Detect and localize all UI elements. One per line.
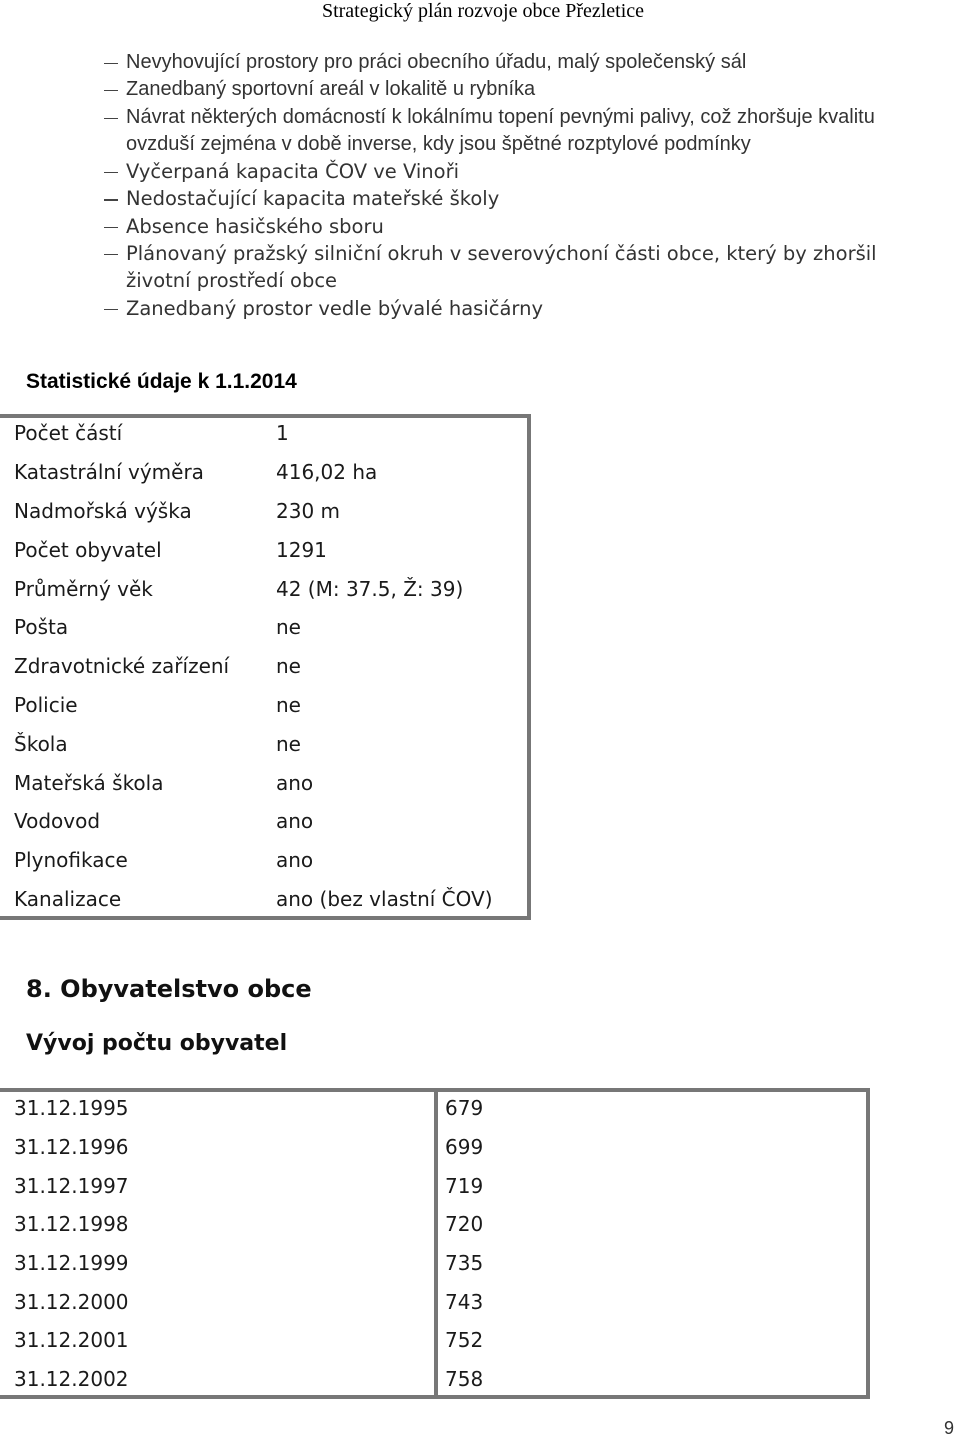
- stat-value: 230 m: [276, 498, 341, 523]
- stat-label: Vodovod: [14, 809, 101, 834]
- stat-value: 42 (M: 37.5, Ž: 39): [276, 576, 464, 601]
- table-row: [0, 453, 531, 492]
- table-row: [0, 1205, 871, 1244]
- population-table: [0, 1089, 871, 1399]
- table-row: [0, 1244, 871, 1283]
- list-item: Zanedbaný prostor vedle bývalé hasičárny: [0, 295, 960, 322]
- count-cell: 719: [445, 1173, 484, 1198]
- stat-value: 1291: [276, 537, 327, 562]
- table-row: [0, 802, 531, 841]
- count-cell: 758: [445, 1367, 484, 1392]
- date-cell: 31.12.2002: [14, 1367, 129, 1392]
- stat-value: ne: [276, 731, 301, 756]
- stat-label: Škola: [14, 731, 68, 756]
- list-item: Zanedbaný sportovní areál v lokalitě u rybníka: [0, 76, 960, 103]
- stat-value: ne: [276, 692, 301, 717]
- table-row: [0, 880, 531, 919]
- stat-label: Počet obyvatel: [14, 537, 162, 562]
- table-row: [0, 1166, 871, 1205]
- running-header: [316, 0, 650, 22]
- date-cell: 31.12.2001: [14, 1328, 129, 1353]
- table-row: [0, 569, 531, 608]
- table-row: [0, 647, 531, 686]
- stat-label: Pošta: [14, 615, 69, 640]
- stat-label: Počet částí: [14, 421, 123, 446]
- stats-heading: Statistické údaje k 1.1.2014: [26, 370, 297, 393]
- table-row: [0, 686, 531, 725]
- section-heading: 8. Obyvatelstvo obce: [26, 975, 312, 1003]
- list-item: Vyčerpaná kapacita ČOV ve Vinoři: [0, 158, 960, 185]
- table-row: [0, 1282, 871, 1321]
- table-row: [0, 414, 531, 453]
- stat-label: Průměrný věk: [14, 576, 153, 601]
- table-row: [0, 492, 531, 531]
- table-row: [0, 1321, 871, 1360]
- list-item: Plánovaný pražský silniční okruh v severovýchoní části obce, který by zhoršil životní prostředí obce: [0, 240, 960, 295]
- list-item: Návrat některých domácností k lokálnímu topení pevnými palivy, což zhoršuje kvalitu ovzduší zejména v době inverse, kdy jsou špětné rozptylové podmínky: [0, 104, 960, 159]
- stat-value: ne: [276, 615, 301, 640]
- stat-value: ano: [276, 770, 314, 795]
- table-row: [0, 724, 531, 763]
- stat-value: ano: [276, 809, 314, 834]
- date-cell: 31.12.1999: [14, 1251, 129, 1276]
- table-row: [0, 1128, 871, 1167]
- stat-value: 1: [276, 421, 289, 446]
- stat-label: Policie: [14, 692, 78, 717]
- count-cell: 752: [445, 1328, 484, 1353]
- stat-label: Plynofikace: [14, 848, 128, 873]
- stat-value: 416,02 ha: [276, 460, 378, 485]
- page-number: 9: [943, 1418, 954, 1438]
- count-cell: 699: [445, 1135, 484, 1160]
- stat-label: Nadmořská výška: [14, 498, 192, 523]
- count-cell: 720: [445, 1212, 484, 1237]
- count-cell: 743: [445, 1289, 484, 1314]
- stat-label: Kanalizace: [14, 886, 122, 911]
- stat-label: Katastrální výměra: [14, 460, 204, 485]
- table-row: [0, 608, 531, 647]
- section-subheading: Vývoj počtu obyvatel: [26, 1031, 288, 1056]
- list-item: Absence hasičského sboru: [0, 213, 960, 240]
- table-row: [0, 1089, 871, 1128]
- stat-value: ano: [276, 848, 314, 873]
- date-cell: 31.12.1998: [14, 1212, 129, 1237]
- date-cell: 31.12.1996: [14, 1135, 129, 1160]
- date-cell: 31.12.1995: [14, 1096, 129, 1121]
- stat-label: Mateřská škola: [14, 770, 164, 795]
- list-item: Nedostačující kapacita mateřské školy: [0, 185, 960, 212]
- date-cell: 31.12.1997: [14, 1173, 129, 1198]
- stats-table: [0, 414, 531, 918]
- table-row: [0, 841, 531, 880]
- stat-value: ne: [276, 654, 301, 679]
- table-row: [0, 530, 531, 569]
- count-cell: 679: [445, 1096, 484, 1121]
- issues-list: [0, 49, 960, 322]
- document-title: Strategický plán rozvoje obce Přezletice: [321, 0, 645, 22]
- table-row: [0, 763, 531, 802]
- table-row: [0, 1360, 871, 1399]
- stat-value: ano (bez vlastní ČOV): [276, 886, 493, 911]
- date-cell: 31.12.2000: [14, 1289, 129, 1314]
- stat-label: Zdravotnické zařízení: [14, 654, 230, 679]
- count-cell: 735: [445, 1251, 484, 1276]
- list-item: Nevyhovující prostory pro práci obecního úřadu, malý společenský sál: [0, 49, 960, 76]
